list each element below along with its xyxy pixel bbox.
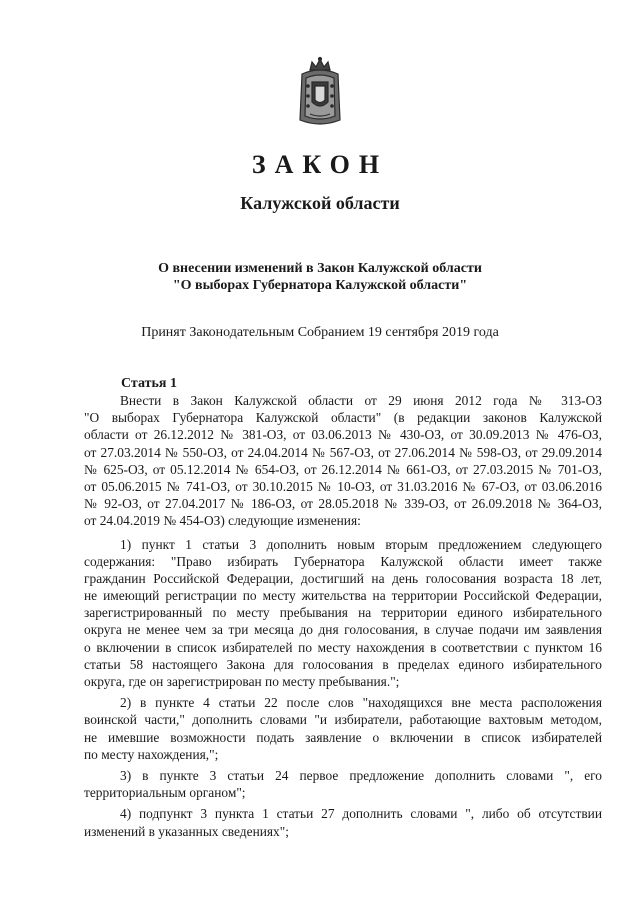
paragraph-line: воинской части," дополнить словами "и избиратели, работающие вахтовым методом, (84, 712, 602, 728)
paragraph-line: содержания: "Право избирать Губернатора Калужской области имеет также (84, 553, 602, 569)
paragraph-line: гражданин Российской Федерации, достигший на день голосования возраста 18 лет, (84, 570, 602, 586)
paragraph (84, 767, 602, 801)
paragraph (84, 536, 602, 691)
paragraph-line: № 625-ОЗ, от 05.12.2014 № 654-ОЗ, от 26.12.2014 № 661-ОЗ, от 27.03.2015 № 701-ОЗ, (84, 461, 602, 477)
paragraph-line: о включении в список избирателей по месту нахождения в соответствии с пунктом 16 (84, 639, 602, 655)
paragraph-line: 2) в пункте 4 статьи 22 после слов "находящихся вне места расположения (120, 695, 602, 711)
paragraph-line: 1) пункт 1 статьи 3 дополнить новым вторым предложением следующего (120, 536, 602, 552)
paragraph-line: № 92-ОЗ, от 27.04.2017 № 186-ОЗ, от 28.05.2018 № 339-ОЗ, от 26.09.2018 № 364-ОЗ, (84, 496, 602, 512)
document-subtitle: Калужской области (240, 193, 400, 213)
document-title: ЗАКОН (251, 150, 389, 179)
paragraph-line: не имеющий регистрации по месту жительства на территории Российской Федерации, (84, 588, 602, 604)
paragraph (84, 392, 602, 530)
paragraph-line: от 24.04.2019 № 454-ОЗ) следующие изменения: (84, 513, 361, 529)
paragraph-line: территориальным органом"; (84, 785, 246, 801)
coat-of-arms-emblem (296, 56, 344, 128)
law-heading-line: "О выборах Губернатора Калужской области" (172, 278, 468, 293)
paragraph-line: 3) в пункте 3 статьи 24 первое предложение дополнить словами ", его (120, 767, 602, 783)
paragraph-line: по месту нахождения,"; (84, 746, 219, 762)
paragraph (84, 805, 602, 839)
article-body (84, 392, 602, 844)
law-heading-line: О внесении изменений в Закон Калужской области (158, 261, 482, 276)
paragraph-line: от 27.03.2014 № 550-ОЗ, от 24.04.2014 № 567-ОЗ, от 27.06.2014 № 598-ОЗ, от 29.09.2014 (84, 444, 602, 460)
adoption-line: Принят Законодательным Собранием 19 сентября 2019 года (141, 325, 499, 340)
article-title: Статья 1 (121, 376, 177, 391)
paragraph-line: статьи 58 настоящего Закона для голосования в пределах единого избирательного (84, 656, 602, 672)
paragraph-line: от 05.06.2015 № 741-ОЗ, от 30.10.2015 № 10-ОЗ, от 31.03.2016 № 67-ОЗ, от 03.06.2016 (84, 478, 602, 494)
paragraph-line: "О выборах Губернатора Калужской области" (в редакции законов Калужской (84, 410, 602, 426)
paragraph-line: не имевшие возможности подать заявление о включении в список избирателей (84, 729, 602, 745)
paragraph-line: области от 26.12.2012 № 381-ОЗ, от 03.06.2013 № 430-ОЗ, от 30.09.2013 № 476-ОЗ, (84, 427, 602, 443)
paragraph-line: 4) подпункт 3 пункта 1 статьи 27 дополнить словами ", либо об отсутствии (120, 806, 602, 822)
paragraph-line: округа не менее чем за три месяца до дня голосования, в случае подачи им заявления (84, 622, 602, 638)
paragraph-line: Внести в Закон Калужской области от 29 июня 2012 года № 313-ОЗ (120, 393, 602, 408)
paragraph-line: изменений в указанных сведениях"; (84, 823, 289, 839)
law-heading (0, 260, 640, 294)
paragraph-line: округа, где он зарегистрирован по месту пребывания."; (84, 674, 400, 689)
paragraph-line: зарегистрированный по месту пребывания на территории единого избирательного (84, 605, 602, 621)
paragraph (84, 694, 602, 763)
